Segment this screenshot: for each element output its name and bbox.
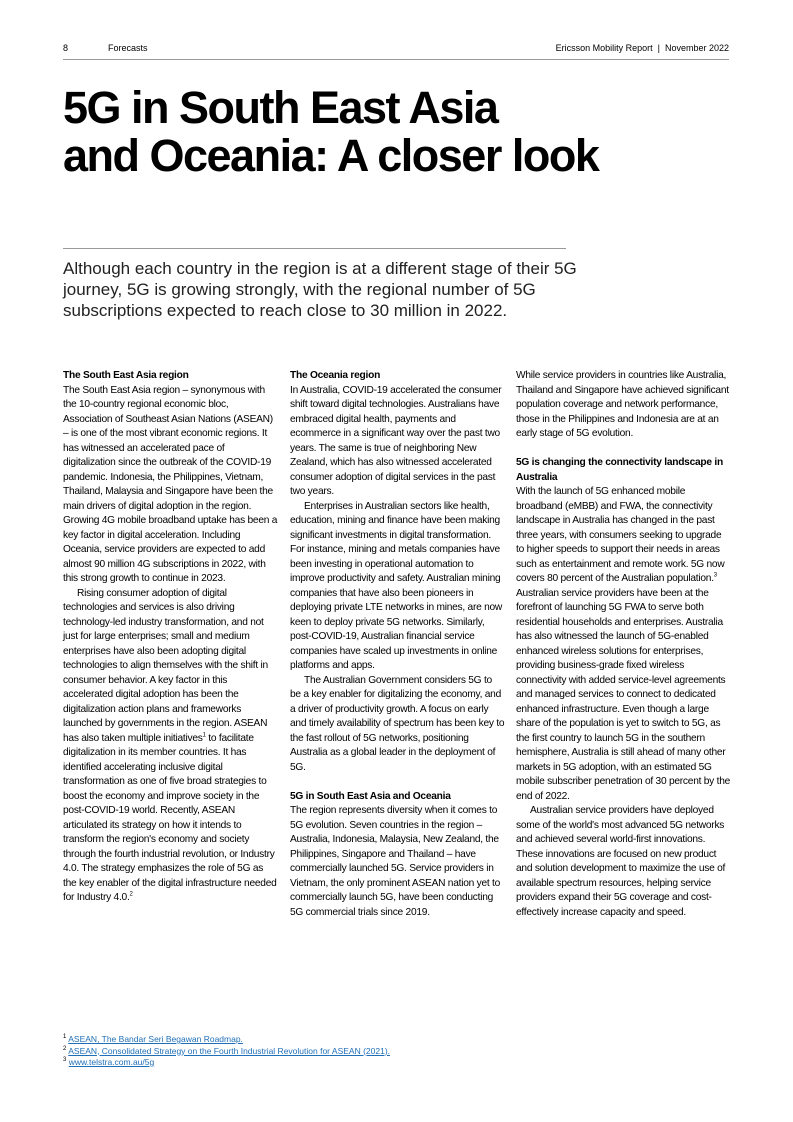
footnote-link[interactable]: ASEAN, The Bandar Seri Begawan Roadmap.	[68, 1034, 243, 1044]
column-2	[290, 369, 505, 920]
column-1	[63, 369, 278, 906]
text-run: Australian service providers have been at the forefront of launching 5G FWA to serve both residential households and enterprises. Australia has also witnessed the launch of 5G-enabled enhanced wireless solutions for enterprises, providing business-grade fixed wireless connectivity with added service-level agreements and managed services to connect to dedicated enhanced infrastructure. Even though a large share of the population is yet to switch to 5G, as the first country to launch 5G in the southern hemisphere, Australia is still ahead of many other markets in 5G adoption, with an estimated 5G mobile subscriber penetration of 30 percent by the end of 2022.	[516, 587, 731, 802]
footnote-ref: 2	[129, 891, 133, 898]
section-label: Forecasts	[108, 43, 148, 53]
paragraph: The South East Asia region – synonymous with the 10-country regional economic bloc, Association of Southeast Asian Nations (ASEAN) – is one of the most vibrant economic regions. It has witnessed an accelerated pace of digitalization since the outbreak of the COVID-19 pandemic. Indonesia, the Philippines, Vietnam, Thailand, Malaysia and Singapore have been the main drivers of digital adoption in the region. Growing 4G mobile broadband uptake has been a key factor in digital acceleration. Including Oceania, service providers are expected to add almost 90 million 4G subscriptions in 2022, with this strong growth to continue in 2023.	[63, 384, 278, 584]
heading-australia-connectivity: 5G is changing the connectivity landscape in Australia	[516, 457, 723, 483]
footnote-1	[63, 1034, 390, 1046]
text-run: With the launch of 5G enhanced mobile broadband (eMBB) and FWA, the connectivity landscape in Australia has changed in the past three years, with consumers seeking to upgrade to higher speeds to support their needs in areas such as entertainment and remote work. 5G now covers 80 percent of the Australian population.	[516, 486, 725, 584]
heading-5g-sea-oceania: 5G in South East Asia and Oceania	[290, 790, 451, 802]
heading-oceania: The Oceania region	[290, 370, 381, 381]
title-line-2: and Oceania: A closer look	[63, 130, 599, 181]
lead-paragraph: Although each country in the region is at a different stage of their 5G journey, 5G is growing strongly, with the regional number of 5G subscriptions expected to reach close to 30 million in 2022.	[63, 259, 577, 320]
footnote-ref: 1	[202, 732, 206, 739]
paragraph: The Australian Government considers 5G to be a key enabler for digitalizing the economy, and a driver of productivity growth. A focus on early and timely availability of spectrum has been key to the fast rollout of 5G networks, positioning Australia as a global leader in the deployment of 5G.	[290, 674, 505, 773]
page-header	[63, 42, 729, 60]
text-run: to facilitate digitalization in its member countries. It has identified accelerating inclusive digital transformation as one of five broad strategies to boost the economy and improve society in the post-COVID-19 world. Recently, ASEAN articulated its strategy on how it intends to transform the region's economy and society through the fourth industrial revolution, or Industry 4.0. The strategy emphasizes the role of 5G as the key enabler of the digital infrastructure needed for Industry 4.0.	[63, 732, 277, 903]
title-line-1: 5G in South East Asia	[63, 82, 498, 133]
paragraph: In Australia, COVID-19 accelerated the consumer shift toward digital technologies. Australians have embraced digital health, payments and ecommerce in a significant way over the past two years. The same is true of neighboring New Zealand, which has also witnessed accelerated consumer adoption of digital services in the past two years.	[290, 384, 502, 497]
paragraph: Australian service providers have deployed some of the world's most advanced 5G networks and achieved several world-first innovations. These innovations are focused on new product and solution development to maximize the use of available spectrum resources, helping service providers expand their 5G coverage and cost-effectively increase capacity and speed.	[516, 805, 726, 918]
footnote-ref: 3	[713, 572, 717, 579]
text-run: Rising consumer adoption of digital technologies and services is also driving technology-led industry transformation, and not just for large enterprises; small and medium enterprises have also been adopting digital technologies to align themselves with the shift in consumer behavior. A key factor in this accelerated digital adoption has been the digitalization action plans and frameworks launched by governments in the region. ASEAN has also taken multiple initiatives	[63, 587, 268, 744]
footnote-number: 1	[63, 1034, 67, 1041]
footnote-link[interactable]: www.telstra.com.au/5g	[68, 1057, 155, 1067]
column-3	[516, 369, 731, 920]
paragraph	[516, 485, 731, 804]
report-title: Ericsson Mobility Report | November 2022	[555, 43, 729, 53]
footnote-number: 3	[63, 1057, 67, 1064]
footnote-2	[63, 1046, 390, 1058]
paragraph	[63, 587, 278, 906]
divider	[63, 248, 566, 249]
page-number: 8	[63, 43, 69, 53]
footnotes	[63, 1034, 390, 1069]
paragraph: The region represents diversity when it comes to 5G evolution. Seven countries in the region – Australia, Indonesia, Malaysia, New Zealand, the Philippines, Singapore and Thailand – have commercially launched 5G. Service providers in Vietnam, the only prominent ASEAN nation yet to commercially launch 5G, have been conducting 5G commercial trials since 2019.	[290, 805, 501, 918]
footnote-link[interactable]: ASEAN, Consolidated Strategy on the Fourth Industrial Revolution for ASEAN (2021).	[68, 1045, 391, 1056]
paragraph: While service providers in countries like Australia, Thailand and Singapore have achieved significant population coverage and network performance, those in the Philippines and Indonesia are at an early stage of 5G evolution.	[516, 370, 729, 439]
heading-south-east-asia: The South East Asia region	[63, 370, 189, 381]
footnote-3	[63, 1057, 390, 1069]
paragraph: Enterprises in Australian sectors like health, education, mining and finance have been making significant investments in digital transformation. For instance, mining and metals companies have been investing in operational automation to improve productivity and safety. Australian mining companies that have also been pioneers in deploying private LTE networks in mines, are now keen to deploy private 5G networks. Similarly, post-COVID-19, Australian financial service companies have scaled up investments in online platforms and apps.	[290, 500, 503, 671]
footnote-number: 2	[63, 1045, 67, 1052]
page-title	[63, 84, 743, 180]
